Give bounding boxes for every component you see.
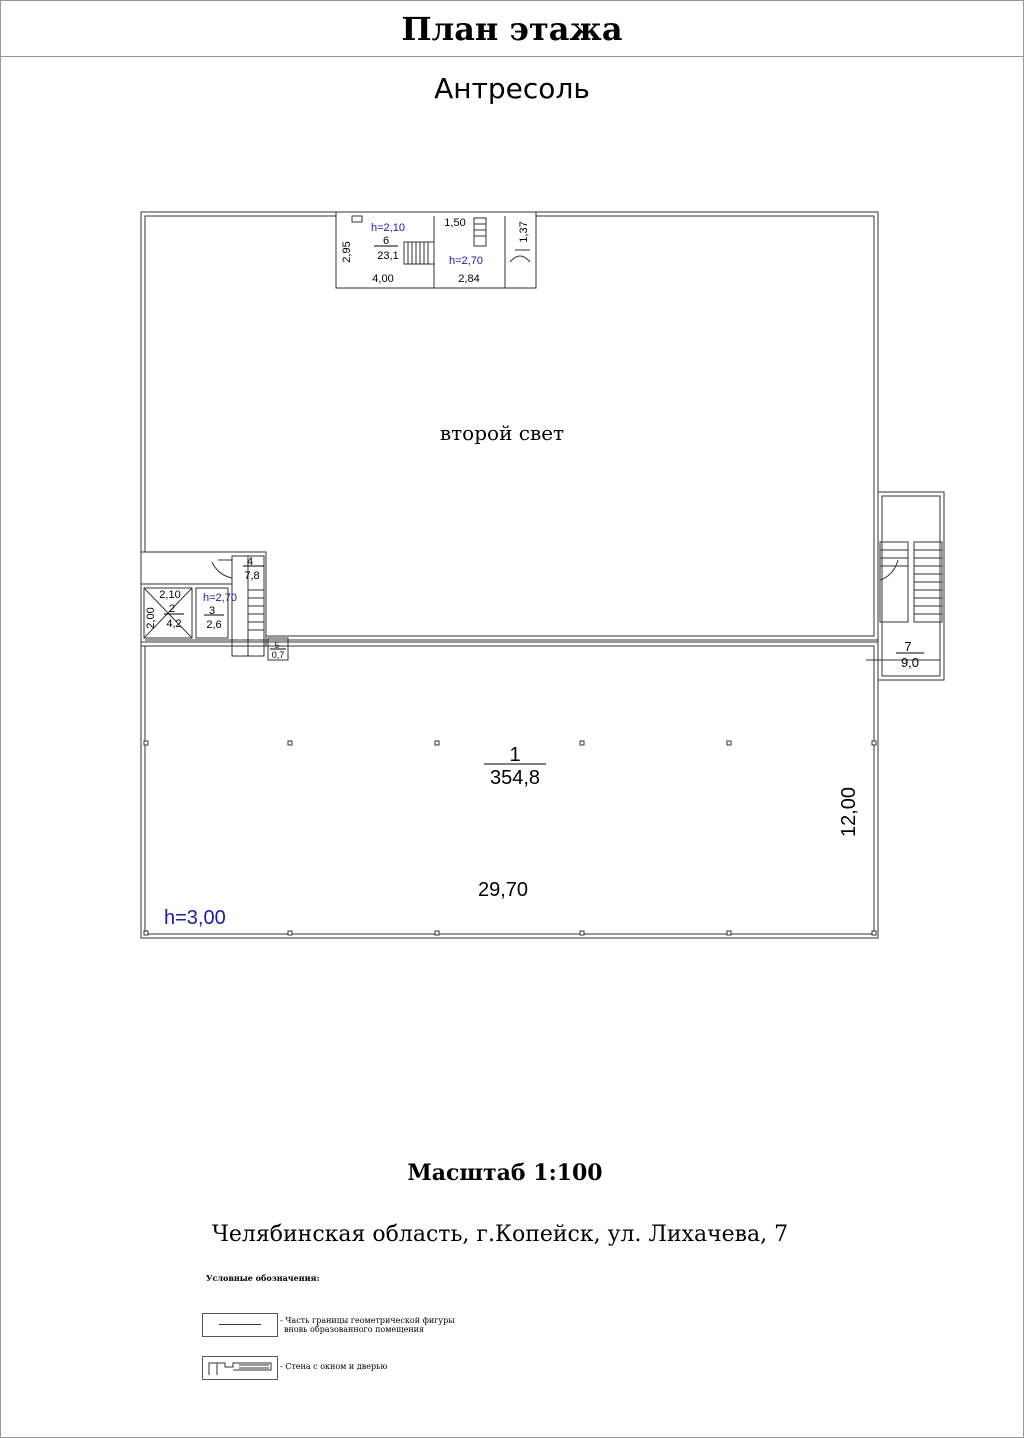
room-3-height: h=2,70 xyxy=(203,592,237,604)
room-1-area: 354,8 xyxy=(489,767,541,789)
room-2-number: 2 xyxy=(168,603,176,615)
top-stair-depth-dimension: 1,37 xyxy=(518,221,530,243)
room-5-area: 0,7 xyxy=(271,650,285,660)
legend-boundary-symbol xyxy=(202,1313,278,1337)
width-main-dimension: 29,70 xyxy=(477,879,529,901)
room-6-depth-dimension: 2,95 xyxy=(341,241,353,263)
page-title: План этажа xyxy=(401,10,623,48)
room-7-number: 7 xyxy=(904,639,912,654)
legend-title: Условные обозначения: xyxy=(206,1273,320,1283)
legend-item-boundary xyxy=(280,1316,455,1334)
void-label: второй свет xyxy=(439,421,565,445)
room-7-area: 9,0 xyxy=(900,655,920,670)
room-1-number: 1 xyxy=(509,744,521,766)
top-stair-width-dimension: 2,84 xyxy=(458,273,480,285)
room-6-height: h=2,10 xyxy=(371,222,405,234)
legend-boundary-line xyxy=(219,1324,261,1325)
address-label: Челябинская область, г.Копейск, ул. Лихачева, 7 xyxy=(211,1222,789,1247)
room-6-number: 6 xyxy=(382,235,390,247)
room-6-width-dimension: 4,00 xyxy=(372,273,394,285)
scale-label: Масштаб 1:100 xyxy=(407,1160,603,1186)
room-2-depth-dimension: 2,00 xyxy=(145,607,157,629)
height-main-dimension: 12,00 xyxy=(838,786,860,838)
room-4-number: 4 xyxy=(246,556,254,568)
top-stair-small-dimension: 1,50 xyxy=(444,217,466,229)
room-4-area: 7,8 xyxy=(244,570,260,582)
room-3-number: 3 xyxy=(208,605,216,617)
wall-window-door-icon xyxy=(203,1357,277,1379)
legend-item-boundary-line2: вновь образованного помещения xyxy=(284,1325,425,1334)
room-3-area: 2,6 xyxy=(206,619,222,631)
top-stair-height: h=2,70 xyxy=(449,255,483,267)
room-6-block xyxy=(336,212,536,288)
legend-item-wall: - Стена с окном и дверью xyxy=(280,1362,388,1371)
legend-wall-symbol xyxy=(202,1356,278,1380)
room-2-area: 4,2 xyxy=(166,618,182,630)
main-height-label: h=3,00 xyxy=(164,907,226,929)
room-2-width-dimension: 2,10 xyxy=(159,589,181,601)
floor-name: Антресоль xyxy=(434,72,590,105)
room-5-number: 5 xyxy=(274,641,280,650)
legend-item-boundary-line1: - Часть границы геометрической фигуры xyxy=(280,1316,455,1325)
room-6-area: 23,1 xyxy=(377,250,399,262)
